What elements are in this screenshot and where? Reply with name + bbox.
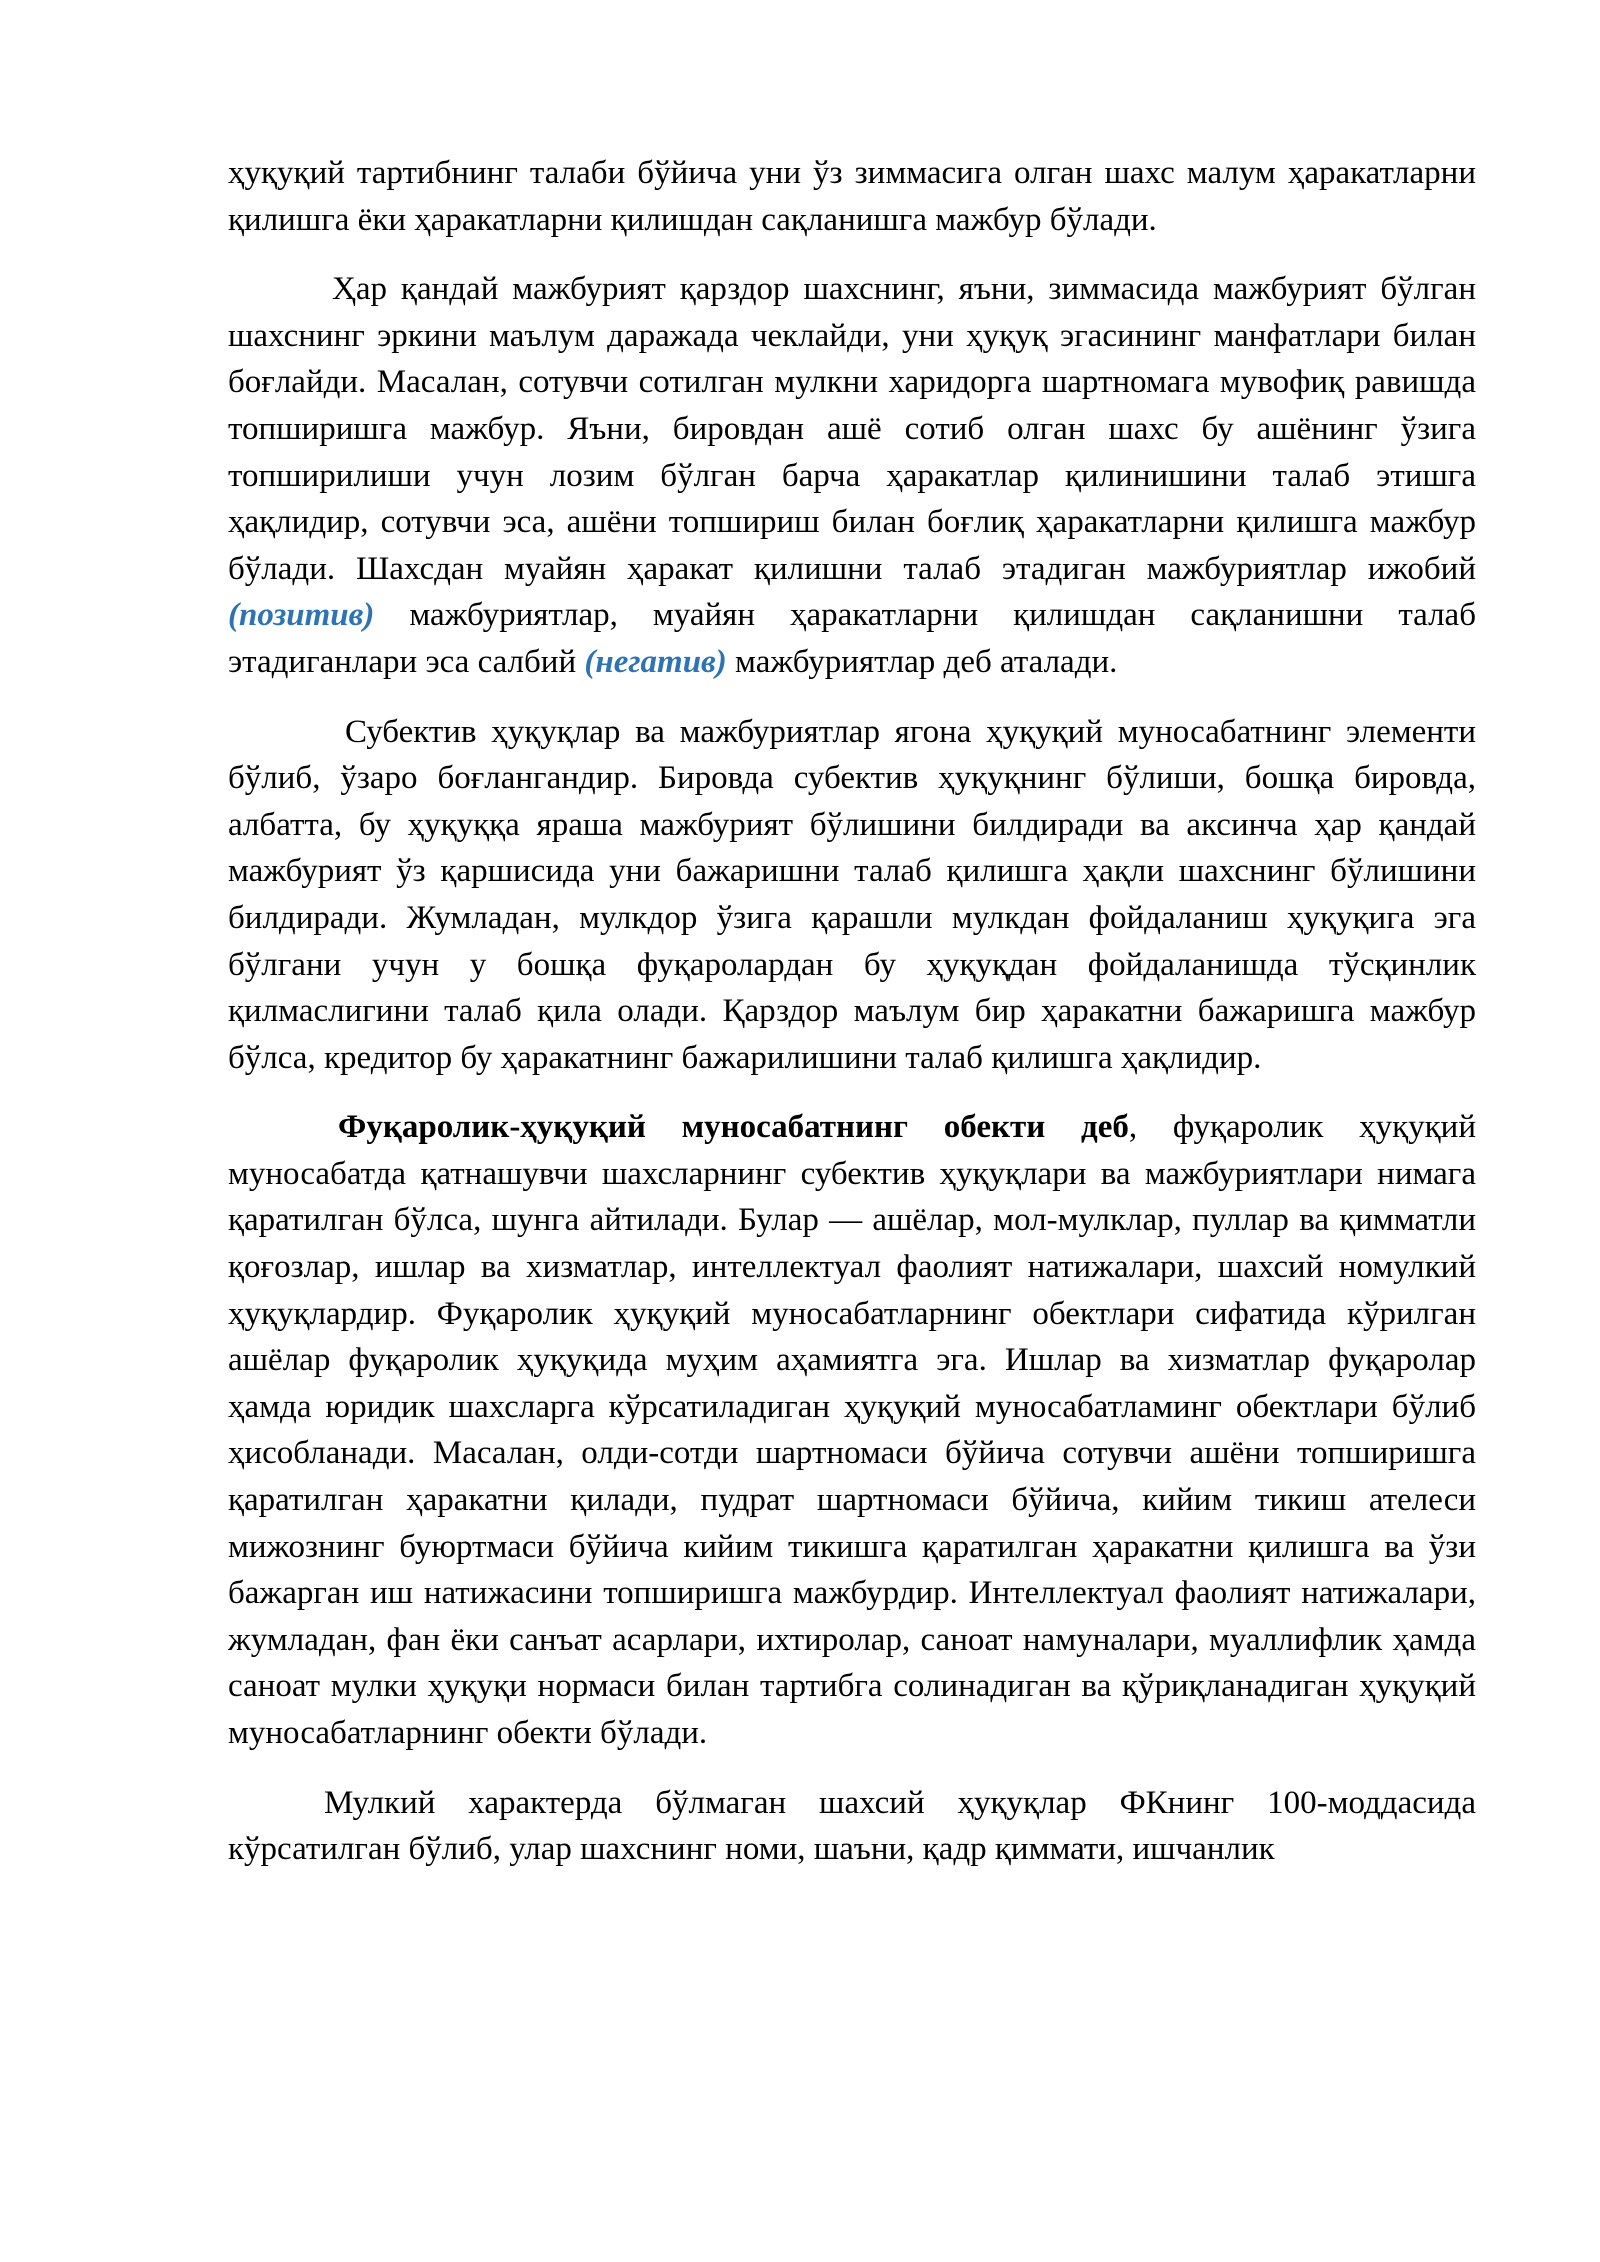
paragraph-4 [228,1104,1476,1756]
paragraph-4-bold-lead: Фуқаролик-ҳуқуқий муносабатнинг обекти деб [338,1109,1129,1146]
term-negative: (негатив) [584,643,727,680]
paragraph-1 [228,150,1476,243]
paragraph-1-text: ҳуқуқий тартибнинг талаби бўйича уни ўз зиммасига олган шахс малум ҳаракатларни қилишга ёки ҳаракатларни қилишдан сақланишга мажбур бўлади. [228,155,1476,238]
term-positive: (позитив) [228,597,375,634]
paragraph-3-text: Субектив ҳуқуқлар ва мажбуриятлар ягона ҳуқуқий муносабатнинг элементи бўлиб, ўзаро боғлангандир. Бировда субектив ҳуқуқнинг бўлиши, бошқа бировда, албатта, бу ҳуқуққа яраша мажбурият бўлишини билдиради ва аксинча ҳар қандай мажбурият ўз қаршисида уни бажаришни талаб қилишга ҳақли шахснинг бўлишини билдиради. Жумладан, мулкдор ўзига қарашли мулкдан фойдаланиш ҳуқуқига эга бўлгани учун у бошқа фуқаролардан бу ҳуқуқдан фойдаланишда тўсқинлик қилмаслигини талаб қила олади. Қарздор маълум бир ҳаракатни бажаришга мажбур бўлса, кредитор бу ҳаракатнинг бажарилишини талаб қилишга ҳақлидир. [228,713,1476,1076]
paragraph-4-text: , фуқаролик ҳуқуқий муносабатда қатнашувчи шахсларнинг субектив ҳуқуқлари ва мажбуриятлари нимага қаратилган бўлса, шунга айтилади. Булар — ашёлар, мол-мулклар, пуллар ва қимматли қоғозлар, ишлар ва хизматлар, интеллектуал фаолият натижалари, шахсий номулкий ҳуқуқлардир. Фуқаролик ҳуқуқий муносабатларнинг обектлари сифатида кўрилган ашёлар фуқаролик ҳуқуқида муҳим аҳамиятга эга. Ишлар ва хизматлар фуқаролар ҳамда юридик шахсларга кўрсатиладиган ҳуқуқий муносабатламинг обектлари бўлиб ҳисобланади. Масалан, олди-сотди шартномаси бўйича сотувчи ашёни топширишга қаратилган ҳаракатни қилади, пудрат шартномаси бўйича, кийим тикиш ателеси мижознинг буюртмаси бўйича кийим тикишга қаратилган ҳаракатни қилишга ва ўзи бажарган иш натижасини топширишга мажбурдир. Интеллектуал фаолият натижалари, жумладан, фан ёки санъат асарлари, ихтиролар, саноат намуналари, муаллифлик ҳамда саноат мулки ҳуқуқи нормаси билан тартибга солинадиган ва қўриқланадиган ҳуқуқий муносабатларнинг обекти бўлади. [228,1109,1477,1751]
paragraph-3 [228,709,1476,1082]
paragraph-5 [228,1780,1476,1873]
paragraph-2-text-b: мажбуриятлар, муайян ҳаракатларни қилишдан сақланишни талаб этадиганлари эса салбий [228,597,1476,680]
document-body [228,150,1476,1896]
paragraph-5-text: Мулкий характерда бўлмаган шахсий ҳуқуқлар ФКнинг 100-моддасида кўрсатилган бўлиб, улар шахснинг номи, шаъни, қадр қиммати, ишчанлик [228,1784,1476,1868]
paragraph-2 [228,266,1476,685]
paragraph-2-text-c: мажбуриятлар деб аталади. [726,643,1118,680]
paragraph-2-text-a: Ҳар қандай мажбурият қарздор шахснинг, яъни, зиммасида мажбурият бўлган шахснинг эркини маълум даражада чеклайди, уни ҳуқуқ эгасининг манфатлари билан боғлайди. Масалан, сотувчи сотилган мулкни харидорга шартномага мувофиқ равишда топширишга мажбур. Яъни, бировдан ашё сотиб олган шахс бу ашёнинг ўзига топширилиши учун лозим бўлган барча ҳаракатлар қилинишини талаб этишга ҳақлидир, сотувчи эса, ашёни топшириш билан боғлиқ ҳаракатларни қилишга мажбур бўлади. Шахсдан муайян ҳаракат қилишни талаб этадиган мажбуриятлар ижобий [228,271,1476,587]
